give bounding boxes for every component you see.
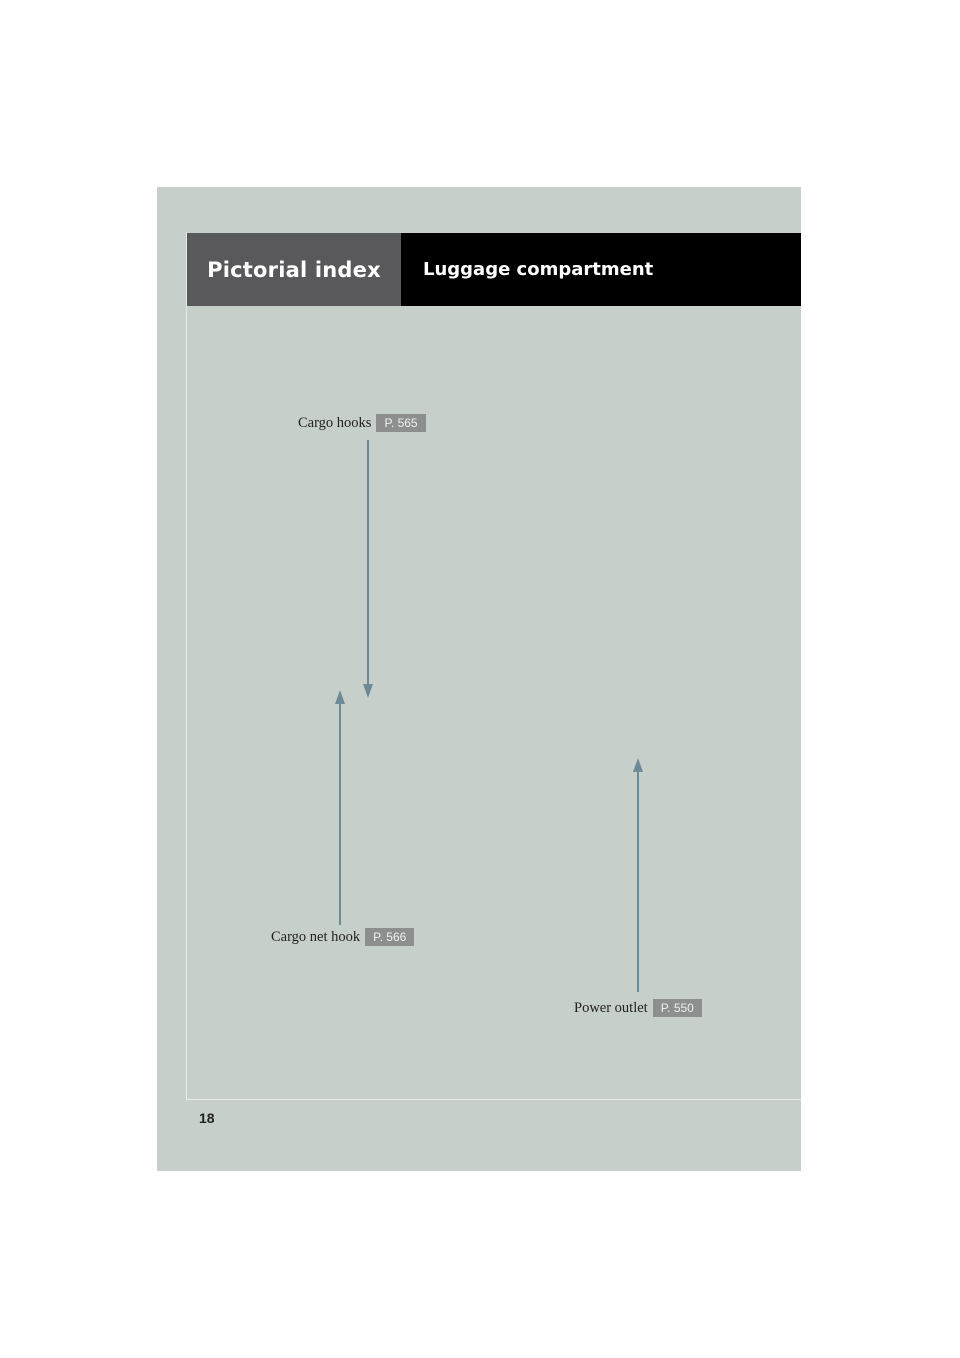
callout-power-outlet [574, 999, 702, 1017]
callout-label: Power outlet [574, 999, 648, 1016]
callout-cargo-net-hook [271, 928, 414, 946]
section-title: Pictorial index [187, 233, 401, 306]
callout-label: Cargo hooks [298, 414, 372, 431]
page-ref-badge[interactable]: P. 565 [376, 414, 425, 432]
page-ref-badge[interactable]: P. 550 [653, 999, 702, 1017]
cargo-hooks-leader [363, 440, 373, 698]
page-ref-badge[interactable]: P. 566 [365, 928, 414, 946]
page-title: Luggage compartment [401, 233, 801, 306]
cargo-net-hook-leader [335, 690, 345, 925]
power-outlet-leader [633, 758, 643, 992]
callout-label: Cargo net hook [271, 928, 361, 945]
callout-cargo-hooks [298, 414, 426, 432]
page-number: 18 [199, 1110, 215, 1126]
